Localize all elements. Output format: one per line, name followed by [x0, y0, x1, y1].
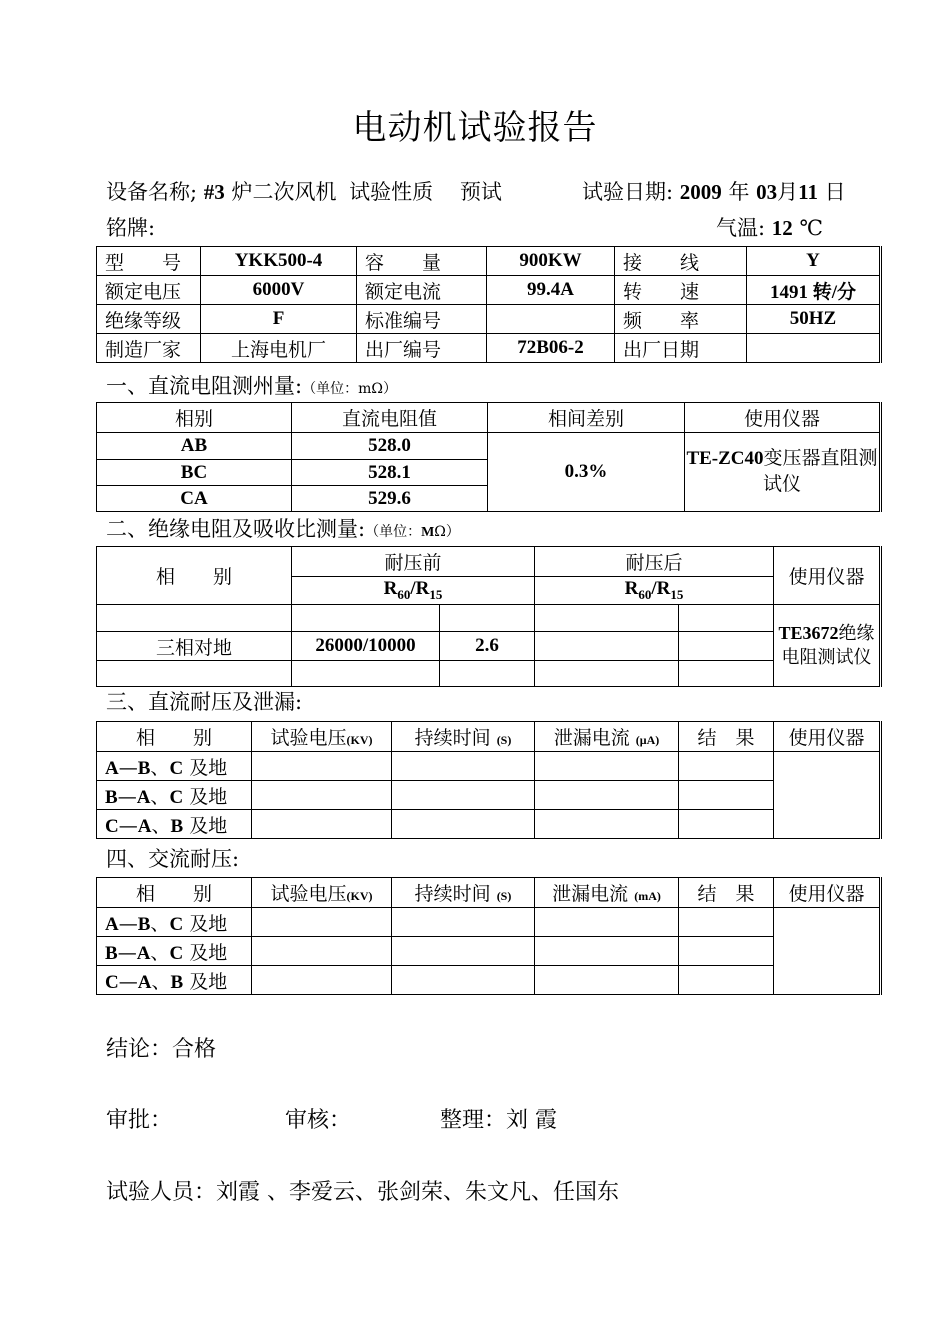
ac-withstand-table — [96, 877, 882, 995]
duration-cell — [392, 908, 535, 937]
approve-label: 审批： — [106, 1108, 173, 1133]
label-model: 型 号 — [97, 247, 201, 276]
device-number: #3 — [203, 180, 225, 204]
table-row — [97, 661, 881, 687]
col-before: 耐压前 — [292, 547, 535, 577]
table-row — [97, 810, 881, 839]
organizer: 整理：刘 霞 — [440, 1108, 557, 1133]
instrument-name: 绝缘电阻测试仪 — [781, 622, 875, 668]
temp-line — [716, 212, 823, 242]
instrument-model: TE3672 — [778, 622, 839, 643]
table-header-row — [97, 403, 881, 433]
nameplate-row — [97, 247, 881, 276]
col-phase: 相 别 — [97, 878, 252, 908]
table-header-row — [97, 878, 881, 908]
col-phase: 相 别 — [97, 722, 252, 752]
section1-unit: （单位：mΩ） — [302, 381, 397, 397]
label-capacity: 容 量 — [357, 247, 487, 276]
ratio-slash: /R — [651, 578, 671, 599]
ratio-before — [292, 577, 535, 605]
day-unit: 日 — [824, 180, 846, 204]
section2-unit-suffix: Ω） — [434, 524, 460, 540]
phase-cell: C—A、B 及地 — [97, 966, 252, 995]
col-duration — [392, 722, 535, 752]
instrument-cell — [774, 605, 881, 687]
nameplate-row — [97, 305, 881, 334]
col-after: 耐压后 — [535, 547, 774, 577]
phase-cell: 三相对地 — [97, 632, 292, 661]
date-label: 试验日期: — [582, 180, 674, 204]
duration-cell — [392, 966, 535, 995]
phase-cell: C—A、B 及地 — [97, 810, 252, 839]
ratio-r: R — [624, 578, 639, 599]
conclusion: 结论：合格 — [106, 1037, 217, 1062]
phase-cell: A—B、C 及地 — [97, 908, 252, 937]
instrument-model: TE-ZC40 — [686, 448, 764, 470]
duration-unit: (S) — [496, 889, 512, 903]
label-serial-no: 出厂编号 — [357, 334, 487, 363]
voltage-unit: (KV) — [346, 733, 373, 747]
table-row — [97, 781, 881, 810]
section1-heading — [106, 370, 397, 400]
result-cell — [679, 966, 774, 995]
value-cell — [535, 632, 679, 661]
nature-label: 试验性质 — [349, 180, 434, 204]
ratio-after — [535, 577, 774, 605]
voltage-cell — [252, 908, 392, 937]
result-cell — [679, 937, 774, 966]
duration-label: 持续时间 — [414, 883, 491, 905]
table-row — [97, 937, 881, 966]
label-rated-current: 额定电流 — [357, 276, 487, 305]
ratio-cell — [440, 661, 535, 687]
section2-title: 二、绝缘电阻及吸收比测量: — [106, 517, 366, 541]
leakage-cell — [535, 966, 679, 995]
duration-label: 持续时间 — [414, 727, 491, 749]
value-insulation-class: F — [201, 305, 357, 334]
duration-cell — [392, 937, 535, 966]
date-month: 03 — [756, 180, 778, 204]
section2-unit-bold: M — [421, 525, 435, 540]
ratio-cell: 2.6 — [440, 632, 535, 661]
duration-cell — [392, 810, 535, 839]
col-instrument: 使用仪器 — [774, 722, 881, 752]
voltage-cell — [252, 966, 392, 995]
value-standard-no — [487, 305, 615, 334]
label-standard-no: 标准编号 — [357, 305, 487, 334]
phase-cell: A—B、C 及地 — [97, 752, 252, 781]
phase-cell: B—A、C 及地 — [97, 781, 252, 810]
voltage-cell — [252, 781, 392, 810]
leakage-cell — [535, 781, 679, 810]
duration-cell — [392, 781, 535, 810]
table-row — [97, 632, 881, 661]
label-rated-voltage: 额定电压 — [97, 276, 201, 305]
dc-resistance-table — [96, 402, 882, 512]
voltage-cell — [252, 937, 392, 966]
leakage-cell — [535, 810, 679, 839]
col-voltage — [252, 878, 392, 908]
label-manufacturer: 制造厂家 — [97, 334, 201, 363]
value-frequency: 50HZ — [747, 305, 881, 334]
instrument-name: 变压器直阻测试仪 — [762, 447, 878, 495]
device-label: 设备名称; — [106, 180, 198, 204]
table-header-row — [97, 547, 881, 577]
value-cell — [535, 605, 679, 632]
table-row — [97, 966, 881, 995]
col-instrument: 使用仪器 — [774, 878, 881, 908]
voltage-cell — [252, 810, 392, 839]
table-row — [97, 908, 881, 937]
instrument-cell — [685, 433, 881, 512]
voltage-label: 试验电压 — [270, 727, 347, 749]
voltage-label: 试验电压 — [270, 883, 347, 905]
nameplate-table — [96, 246, 882, 363]
col-difference: 相间差别 — [488, 403, 685, 433]
ratio-15: 15 — [670, 587, 684, 602]
value-wiring: Y — [747, 247, 881, 276]
result-cell — [679, 752, 774, 781]
leakage-cell — [535, 752, 679, 781]
phase-cell: B—A、C 及地 — [97, 937, 252, 966]
ratio-cell — [679, 605, 774, 632]
testers: 试验人员：刘霞 、李爱云、张剑荣、朱文凡、任国东 — [106, 1180, 619, 1205]
value-cell — [535, 661, 679, 687]
leakage-label: 泄漏电流 — [553, 727, 630, 749]
section2-heading — [106, 513, 460, 543]
ratio-15: 15 — [429, 587, 443, 602]
ratio-r: R — [383, 578, 398, 599]
col-result: 结 果 — [679, 722, 774, 752]
instrument-cell — [774, 752, 881, 839]
leakage-unit: (mA) — [634, 889, 661, 903]
section2-unit-prefix: （单位： — [365, 524, 422, 540]
ratio-slash: /R — [410, 578, 430, 599]
instrument-cell — [774, 908, 881, 995]
nameplate-label: 铭牌: — [106, 216, 156, 240]
col-instrument: 使用仪器 — [774, 547, 881, 605]
table-row — [97, 752, 881, 781]
value-cell — [292, 605, 440, 632]
report-title: 电动机试验报告 — [352, 108, 598, 148]
leakage-cell — [535, 937, 679, 966]
col-leakage — [535, 878, 679, 908]
value-cell — [292, 661, 440, 687]
difference-cell: 0.3% — [488, 433, 685, 512]
section4-heading: 四、交流耐压: — [106, 847, 240, 871]
device-name: 炉二次风机 — [231, 180, 337, 204]
month-unit: 月 — [777, 180, 799, 204]
section3-heading: 三、直流耐压及泄漏: — [106, 690, 303, 714]
value-factory-date — [747, 334, 881, 363]
col-instrument: 使用仪器 — [685, 403, 881, 433]
duration-cell — [392, 752, 535, 781]
result-cell — [679, 908, 774, 937]
resistance-cell: 529.6 — [292, 486, 488, 512]
phase-cell: CA — [97, 486, 292, 512]
temp-unit: ℃ — [799, 216, 823, 240]
col-voltage — [252, 722, 392, 752]
value-cell: 26000/10000 — [292, 632, 440, 661]
value-manufacturer: 上海电机厂 — [201, 334, 357, 363]
duration-unit: (S) — [496, 733, 512, 747]
ratio-60: 60 — [638, 587, 652, 602]
resistance-cell: 528.1 — [292, 460, 488, 486]
date-line — [582, 176, 846, 206]
value-rated-voltage: 6000V — [201, 276, 357, 305]
ratio-cell — [440, 605, 535, 632]
year-unit: 年 — [728, 180, 750, 204]
label-factory-date: 出厂日期 — [615, 334, 747, 363]
resistance-cell: 528.0 — [292, 433, 488, 460]
result-cell — [679, 810, 774, 839]
col-resistance: 直流电阻值 — [292, 403, 488, 433]
section1-title: 一、直流电阻测州量: — [106, 374, 303, 398]
value-model: YKK500-4 — [201, 247, 357, 276]
col-phase: 相别 — [97, 403, 292, 433]
device-line — [106, 176, 502, 206]
value-speed: 1491 转/分 — [747, 276, 881, 305]
value-capacity: 900KW — [487, 247, 615, 276]
ratio-cell — [679, 632, 774, 661]
temp-value: 12 — [771, 216, 793, 240]
leakage-label: 泄漏电流 — [552, 883, 629, 905]
label-speed: 转 速 — [615, 276, 747, 305]
nameplate-row — [97, 276, 881, 305]
label-wiring: 接 线 — [615, 247, 747, 276]
voltage-cell — [252, 752, 392, 781]
phase-cell: AB — [97, 433, 292, 460]
label-insulation-class: 绝缘等级 — [97, 305, 201, 334]
date-year: 2009 — [679, 180, 722, 204]
label-frequency: 频 率 — [615, 305, 747, 334]
col-phase: 相 别 — [97, 547, 292, 605]
value-serial-no: 72B06-2 — [487, 334, 615, 363]
temp-label: 气温: — [716, 216, 766, 240]
review-label: 审核： — [285, 1108, 352, 1133]
nameplate-row — [97, 334, 881, 363]
col-result: 结 果 — [679, 878, 774, 908]
phase-cell: BC — [97, 460, 292, 486]
phase-cell — [97, 605, 292, 632]
voltage-unit: (KV) — [346, 889, 373, 903]
leakage-cell — [535, 908, 679, 937]
result-cell — [679, 781, 774, 810]
col-leakage — [535, 722, 679, 752]
dc-withstand-table — [96, 721, 882, 839]
nature-value: 预试 — [459, 180, 502, 204]
col-duration — [392, 878, 535, 908]
table-row — [97, 605, 881, 632]
ratio-cell — [679, 661, 774, 687]
date-day: 11 — [798, 180, 818, 204]
leakage-unit: (μA) — [635, 733, 660, 747]
ratio-60: 60 — [397, 587, 411, 602]
insulation-table — [96, 546, 882, 687]
value-rated-current: 99.4A — [487, 276, 615, 305]
phase-cell — [97, 661, 292, 687]
table-row — [97, 433, 881, 460]
table-header-row — [97, 722, 881, 752]
